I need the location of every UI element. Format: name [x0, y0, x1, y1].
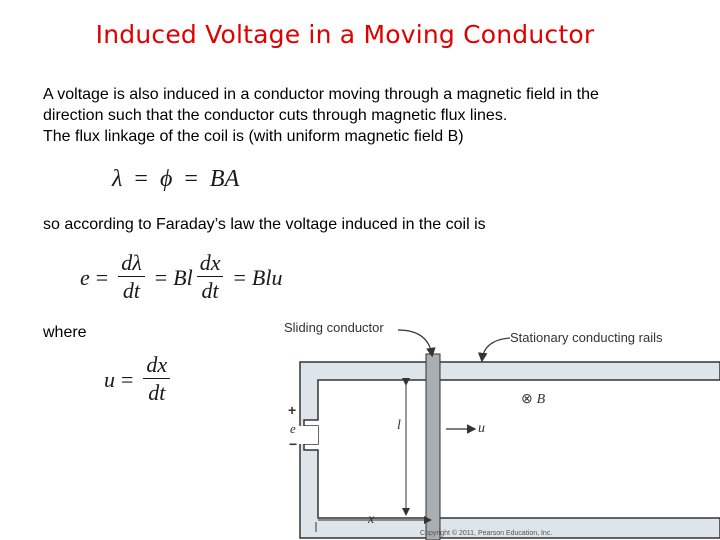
faraday-text: so according to Faraday’s law the voltage induced in the coil is	[43, 216, 486, 233]
intro-line-1: A voltage is also induced in a conductor moving through a magnetic field in the	[43, 86, 599, 103]
page-title: Induced Voltage in a Moving Conductor	[95, 20, 595, 49]
velocity-label: u	[478, 421, 485, 436]
position-label: x	[368, 512, 375, 527]
field-into-page-icon: ⊗	[521, 390, 533, 406]
eq2-e: e	[80, 264, 90, 290]
eq2-den-2: dt	[201, 278, 219, 303]
eq1-phi: ϕ	[159, 166, 173, 192]
eq1-equals-1: =	[134, 166, 148, 192]
eq1-ba: BA	[209, 166, 240, 192]
emf-label: e	[290, 421, 296, 436]
emf-gap	[296, 426, 318, 444]
eq3-u: u	[104, 366, 115, 392]
intro-line-3: The flux linkage of the coil is (with uniform magnetic field B)	[43, 128, 464, 145]
rails-shape	[300, 362, 720, 538]
eq2-num-1: dλ	[118, 250, 145, 277]
eq2-num-2: dx	[197, 250, 224, 277]
minus-terminal: −	[289, 436, 298, 452]
eq3-den: dt	[148, 380, 166, 405]
sliding-leader	[398, 330, 432, 355]
intro-line-2: direction such that the conductor cuts through magnetic flux lines.	[43, 107, 508, 124]
where-text: where	[43, 324, 87, 341]
eq2-bl: Bl	[173, 264, 193, 290]
length-label: l	[397, 418, 401, 433]
velocity-equation: u = $\frac{dx}{dt}$	[104, 352, 174, 407]
eq1-lambda: λ	[112, 166, 123, 192]
field-label: ⊗ B	[521, 390, 546, 407]
sliding-conductor-label: Sliding conductor	[284, 320, 384, 335]
eq3-num: dx	[143, 352, 170, 379]
eq1-equals-2: =	[184, 166, 198, 192]
rails-label: Stationary conducting rails	[510, 330, 663, 345]
rails-leader	[482, 338, 510, 360]
eq2-den-1: dt	[122, 278, 141, 303]
eq2-blu: Blu	[251, 264, 283, 290]
copyright-notice: Copyright © 2011, Pearson Education, Inc.	[420, 530, 553, 537]
faraday-equation: e = $\frac{d\lambda}{dt}$ = Bl $\frac{dx}{dt}$ = Blu	[80, 250, 283, 303]
plus-terminal: +	[288, 402, 297, 418]
sliding-conductor-bar	[426, 354, 440, 540]
